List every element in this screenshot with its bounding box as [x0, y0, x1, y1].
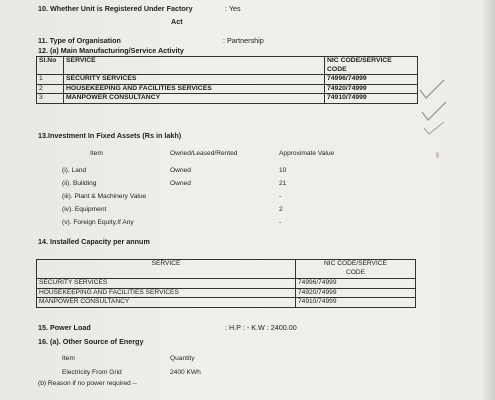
pencil-checkmark-icon: [414, 76, 450, 136]
table-row: [37, 279, 416, 289]
installed-capacity-table: [36, 259, 416, 308]
header-service: SERVICE: [64, 57, 325, 75]
cell-service: HOUSEKEEPING AND FACILITIES SERVICES: [37, 288, 296, 298]
q10-value: : Yes: [225, 4, 241, 13]
q13-header-value: Approximate Value: [279, 150, 335, 157]
cell-service: HOUSEKEEPING AND FACILITIES SERVICES: [64, 84, 325, 94]
cell-code: 74920/74999: [325, 84, 418, 94]
header-nic-code: NIC CODE/SERVICE: [325, 57, 418, 66]
q11-label: 11. Type of Organisation: [38, 36, 121, 45]
asset-item: (iii). Plant & Machinery Value: [62, 193, 147, 200]
cell-slno: 1: [37, 75, 64, 85]
scan-speck: [436, 152, 439, 158]
asset-item: (i). Land: [62, 167, 87, 174]
cell-code: 74910/74999: [296, 298, 416, 308]
asset-item: (iv). Equipment: [62, 206, 107, 213]
q10-label-cont: Act: [171, 17, 183, 26]
q15-value: : H.P : - K.W : 2400.00: [225, 323, 297, 332]
asset-value: -: [279, 219, 282, 226]
asset-item: (v). Foreign Equity,If Any: [62, 219, 134, 226]
cell-service: MANPOWER CONSULTANCY: [64, 94, 325, 104]
asset-value: 2: [279, 206, 283, 213]
table-row: [37, 75, 418, 85]
asset-status: Owned: [170, 167, 191, 174]
asset-item: (ii). Building: [62, 180, 97, 187]
asset-status: Owned: [170, 180, 191, 187]
cell-code: 74920/74999: [296, 288, 416, 298]
table-header-row: [37, 57, 418, 66]
energy-quantity: 2400 KWh: [170, 369, 201, 376]
table-row: [37, 84, 418, 94]
header-nic-code-2: CODE: [296, 269, 416, 279]
q13-header-status: Owned/Leased/Rented: [170, 150, 238, 157]
cell-service: SECURITY SERVICES: [37, 279, 296, 289]
q13-header-item: Item: [90, 150, 103, 157]
asset-value: 10: [279, 167, 287, 174]
q16-label: 16. (a). Other Source of Energy: [38, 337, 144, 346]
q12-label: 12. (a) Main Manufacturing/Service Activity: [38, 46, 184, 55]
q11-value: : Partnership: [223, 36, 264, 45]
energy-item: Electricity From Grid: [62, 369, 122, 376]
header-nic-code-2: CODE: [325, 66, 418, 75]
q14-label: 14. Installed Capacity per annum: [38, 237, 150, 246]
cell-code: 74996/74999: [325, 75, 418, 85]
q13-label: 13.Investment In Fixed Assets (Rs in lakh): [38, 131, 182, 140]
cell-code: 74996/74999: [296, 279, 416, 289]
cell-service: SECURITY SERVICES: [64, 75, 325, 85]
cell-service: MANPOWER CONSULTANCY: [37, 298, 296, 308]
table-row: [37, 94, 418, 104]
q15-label: 15. Power Load: [38, 323, 91, 332]
cell-code: 74910/74999: [325, 94, 418, 104]
table-row: [37, 288, 416, 298]
header-service: SERVICE: [37, 260, 296, 279]
asset-value: -: [279, 193, 282, 200]
page-edge-shadow: [481, 0, 495, 400]
asset-value: 21: [279, 180, 287, 187]
cell-slno: 3: [37, 94, 64, 104]
q16-reason: (b) Reason if no power required --: [38, 380, 137, 387]
table-row: [37, 298, 416, 308]
q16-header-quantity: Quantity: [170, 355, 195, 362]
header-nic-code: NIC CODE/SERVICE: [296, 260, 416, 270]
header-slno: Sl.No: [37, 57, 64, 75]
table-header-row: [37, 260, 416, 270]
cell-slno: 2: [37, 84, 64, 94]
q16-header-item: Item: [62, 355, 75, 362]
main-activity-table: [36, 56, 418, 104]
q10-label: 10. Whether Unit is Registered Under Factory: [38, 4, 193, 13]
